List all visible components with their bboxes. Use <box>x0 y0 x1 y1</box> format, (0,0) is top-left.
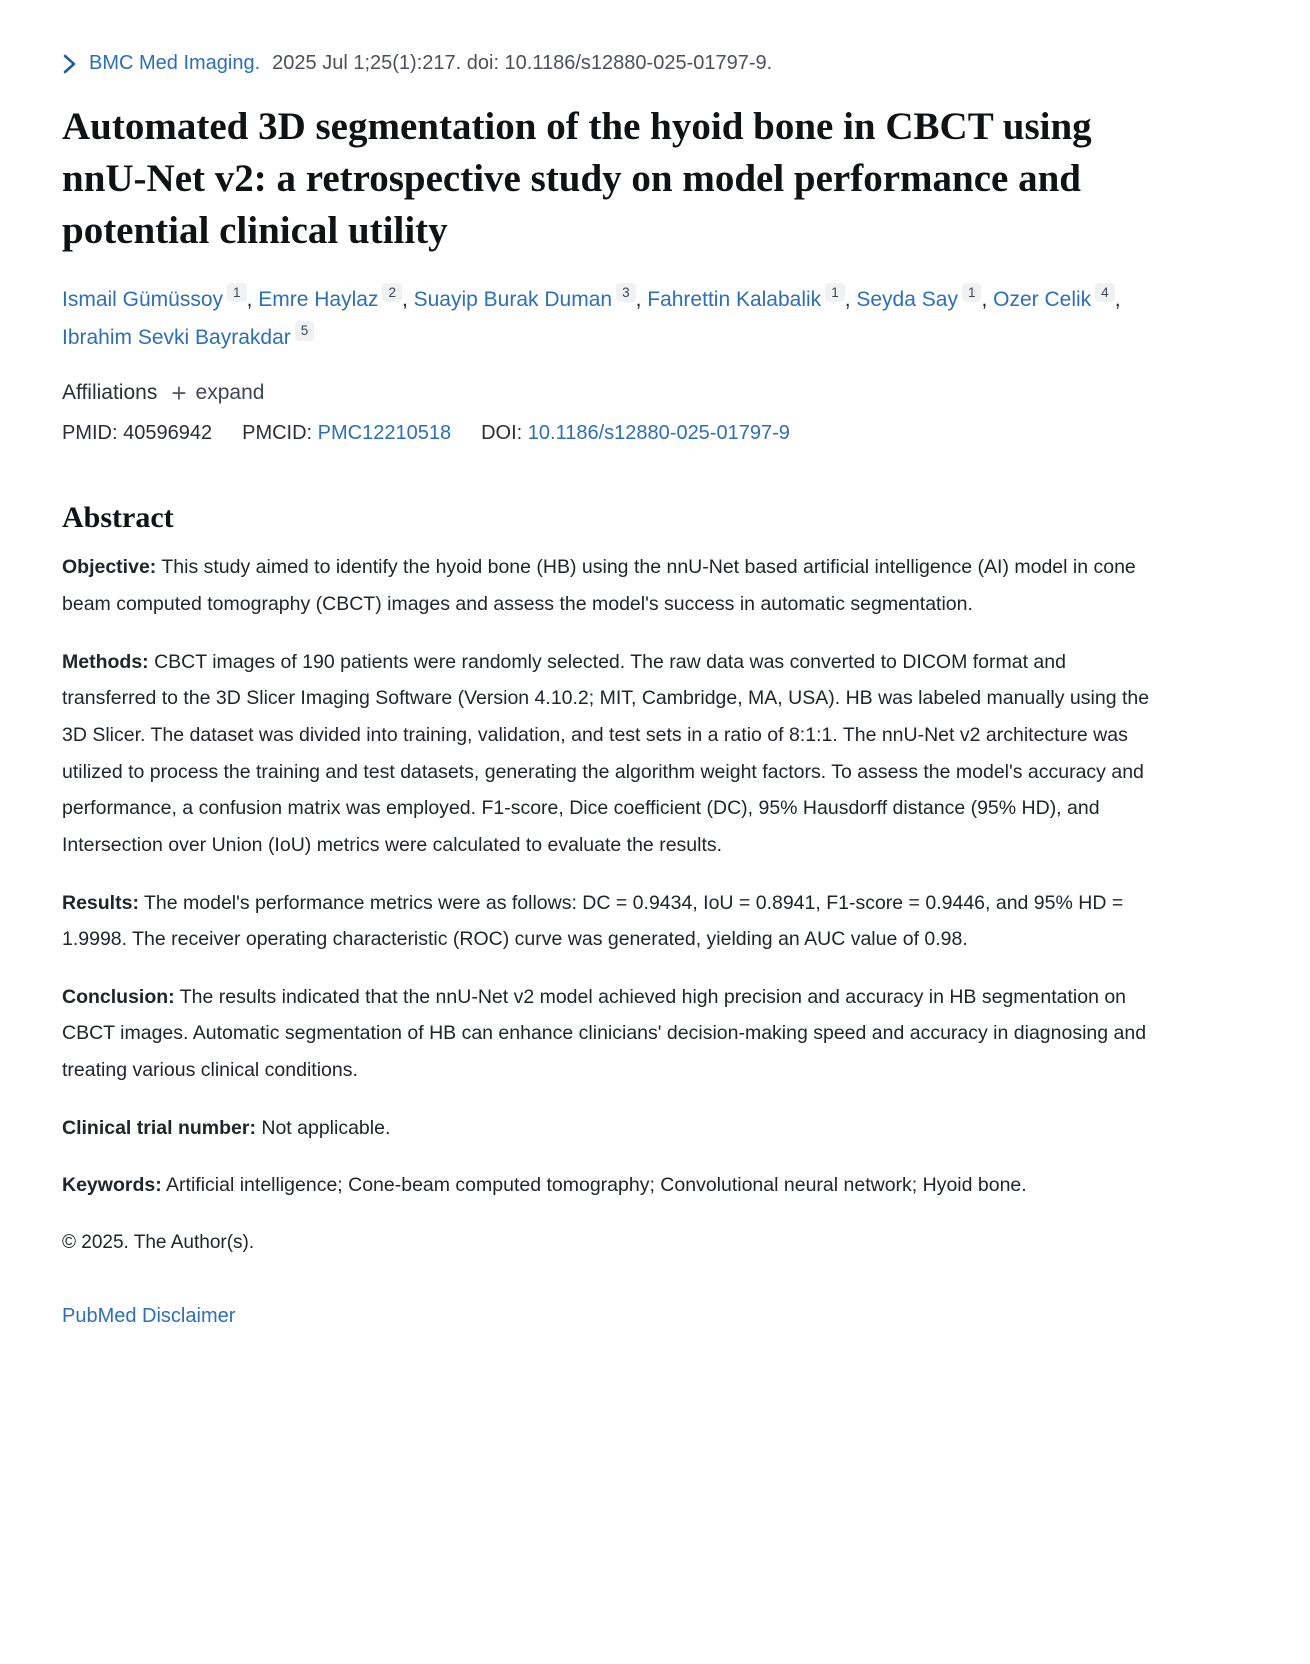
affiliation-number-badge: 1 <box>227 283 247 303</box>
author-separator: , <box>401 287 414 311</box>
plus-icon: + <box>171 378 187 409</box>
affiliation-number-badge: 2 <box>382 283 402 303</box>
author-separator: , <box>844 287 857 311</box>
author-link[interactable]: Ozer Celik <box>993 287 1092 311</box>
author <box>413 284 648 311</box>
affiliation-number-badge: 1 <box>825 283 845 303</box>
doi-group <box>481 422 790 445</box>
author-link[interactable]: Suayip Burak Duman <box>413 287 613 311</box>
pmid-value: 40596942 <box>123 422 213 445</box>
abstract-paragraph: Methods: CBCT images of 190 patients were randomly selected. The raw data was converted to DICOM format and transferred to the 3D Slicer Imaging Software (Version 4.10.2; MIT, Cambridge, MA, USA). HB was labeled manually using the 3D Slicer. The dataset was divided into training, validation, and test sets in a ratio of 8:1:1. The nnU-Net v2 architecture was utilized to process the training and test datasets, generating the algorithm weight factors. To assess the model's accuracy and performance, a confusion matrix was employed. F1-score, Dice coefficient (DC), 95% Hausdorff distance (95% HD), and Intersection over Union (IoU) metrics were calculated to evaluate the results. <box>62 650 1150 856</box>
identifiers-row <box>62 422 1152 445</box>
doi-link[interactable]: 10.1186/s12880-025-01797-9 <box>527 422 790 445</box>
abstract-section-label: Results: <box>62 891 139 914</box>
pmcid-group <box>242 422 451 445</box>
abstract-paragraph: Conclusion: The results indicated that the nnU-Net v2 model achieved high precision and accuracy in HB segmentation on CBCT images. Automatic segmentation of HB can enhance clinicians' decision-making speed and accuracy in diagnosing and treating various clinical conditions. <box>62 985 1147 1082</box>
author-separator: , <box>635 287 648 311</box>
author-link[interactable]: Emre Haylaz <box>258 287 379 311</box>
copyright-notice: © 2025. The Author(s). <box>62 1232 255 1254</box>
author-separator: , <box>981 287 994 311</box>
abstract-paragraph: Clinical trial number: Not applicable. <box>62 1116 391 1139</box>
abstract-section-label: Conclusion: <box>62 985 175 1008</box>
abstract-paragraph: Keywords: Artificial intelligence; Cone-beam computed tomography; Convolutional neural network; Hyoid bone. <box>62 1174 1027 1197</box>
article-title: Automated 3D segmentation of the hyoid bone in CBCT using nnU-Net v2: a retrospective study on model performance and potential clinical utility <box>62 105 1092 252</box>
affiliation-number-badge: 5 <box>295 321 315 341</box>
abstract-section-label: Methods: <box>62 650 149 673</box>
abstract-heading: Abstract <box>62 501 174 535</box>
author <box>647 284 857 311</box>
affiliation-number-badge: 4 <box>1095 283 1115 303</box>
author <box>856 284 994 311</box>
author-link[interactable]: Ibrahim Sevki Bayrakdar <box>62 326 291 350</box>
abstract-paragraph: Results: The model's performance metrics were as follows: DC = 0.9434, IoU = 0.8941, F1-score = 0.9446, and 95% HD = 1.9998. The receiver operating characteristic (ROC) curve was generated, yielding an AUC value of 0.98. <box>62 891 1124 951</box>
author <box>258 284 414 311</box>
author <box>62 323 314 350</box>
abstract-body <box>62 549 1152 1204</box>
affiliation-number-badge: 1 <box>962 283 982 303</box>
expand-label: expand <box>195 381 265 405</box>
author <box>993 284 1121 311</box>
author <box>62 284 259 311</box>
author-link[interactable]: Ismail Gümüssoy <box>62 287 224 311</box>
authors-list <box>62 281 1122 359</box>
abstract-section-label: Clinical trial number: <box>62 1116 256 1139</box>
pmid-label: PMID: <box>62 422 118 445</box>
citation-header <box>62 52 1152 75</box>
author-link[interactable]: Fahrettin Kalabalik <box>647 287 822 311</box>
author-link[interactable]: Seyda Say <box>856 287 958 311</box>
abstract-section-label: Objective: <box>62 556 157 579</box>
journal-link[interactable]: BMC Med Imaging. <box>89 52 261 74</box>
citation-text: 2025 Jul 1;25(1):217. doi: 10.1186/s12880-025-01797-9. <box>272 52 773 74</box>
abstract-paragraph: Objective: This study aimed to identify the hyoid bone (HB) using the nnU-Net based artificial intelligence (AI) model in cone beam computed tomography (CBCT) images and assess the model's success in automatic segmentation. <box>62 556 1136 615</box>
pubmed-disclaimer-link[interactable]: PubMed Disclaimer <box>62 1305 236 1328</box>
chevron-right-icon[interactable] <box>62 53 77 75</box>
affiliations-expand-button[interactable] <box>171 378 265 409</box>
pmcid-label: PMCID: <box>242 422 313 445</box>
doi-label: DOI: <box>481 422 523 445</box>
author-separator: , <box>1114 287 1121 311</box>
pmid-group <box>62 422 212 445</box>
affiliations-row <box>62 378 1152 409</box>
affiliations-label: Affiliations <box>62 381 158 405</box>
author-separator: , <box>246 287 259 311</box>
affiliation-number-badge: 3 <box>616 283 636 303</box>
abstract-section-label: Keywords: <box>62 1174 162 1197</box>
pmcid-link[interactable]: PMC12210518 <box>317 422 452 445</box>
